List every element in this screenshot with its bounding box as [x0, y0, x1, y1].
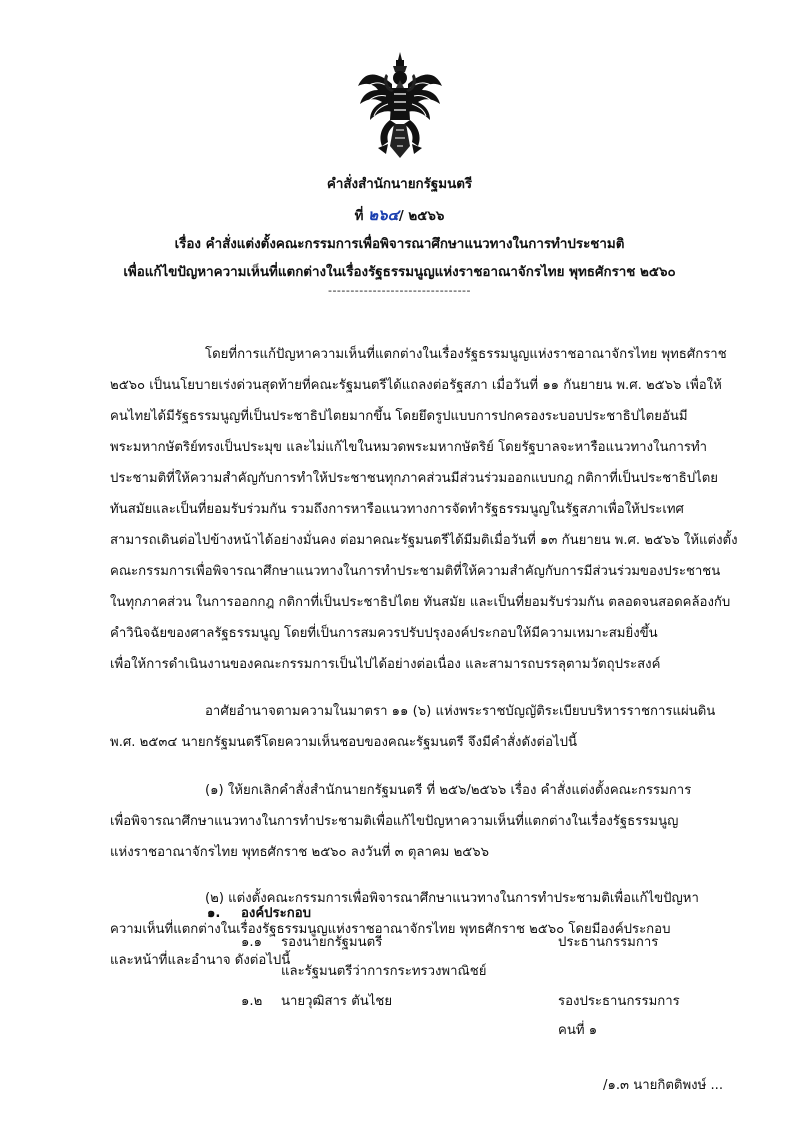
paragraph-1-line: พระมหากษัตริย์ทรงเป็นประมุข และไม่แก้ไขในหมวดพระมหากษัตริย์ โดยรัฐบาลจะหารือแนวทางในการทำ — [110, 440, 708, 455]
paragraph-4-line: และหน้าที่และอำนาจ ดังต่อไปนี้ — [110, 953, 291, 968]
paragraph-4-line: (๒) แต่งตั้งคณะกรรมการเพื่อพิจารณาศึกษาแนวทางในการทำประชามติเพื่อแก้ไขปัญหา — [205, 891, 699, 906]
subject-line-2: เพื่อแก้ไขปัญหาความเห็นที่แตกต่างในเรื่องรัฐธรรมนูญแห่งราชอาณาจักรไทย พุทธศักราช ๒๕๖๐ — [123, 265, 676, 280]
paragraph-4-line: ความเห็นที่แตกต่างในเรื่องรัฐธรรมนูญแห่งราชอาณาจักรไทย พุทธศักราช ๒๕๖๐ โดยมีองค์ประกอบ — [110, 922, 671, 937]
document-title: คำสั่งสำนักนายกรัฐมนตรี — [326, 177, 473, 192]
paragraph-1-line: ๒๕๖๐ เป็นนโยบายเร่งด่วนสุดท้ายที่คณะรัฐมนตรีได้แถลงต่อรัฐสภา เมื่อวันที่ ๑๑ กันยายน พ.ศ. ๒๕๖๖ เพื่อให้ — [110, 378, 722, 393]
header-divider: -------------------------------- — [327, 284, 471, 297]
paragraph-1-line: ในทุกภาคส่วน ในการออกกฎ กติกาที่เป็นประชาธิปไตย ทันสมัย และเป็นที่ยอมรับร่วมกัน ตลอดจนสอดคล้องกับ — [110, 595, 731, 610]
paragraph-3-line: (๑) ให้ยกเลิกคำสั่งสำนักนายกรัฐมนตรี ที่ ๒๕๖/๒๕๖๖ เรื่อง คำสั่งแต่งตั้งคณะกรรมการ — [205, 783, 692, 798]
composition-heading: องค์ประกอบ — [241, 906, 311, 921]
paragraph-1-line: สามารถเดินต่อไปข้างหน้าได้อย่างมั่นคง ต่อมาคณะรัฐมนตรีได้มีมติเมื่อวันที่ ๑๓ กันยายน พ.ศ. ๒๕๖๖ ให้แต่งตั้ง — [110, 533, 738, 548]
paragraph-1-line: โดยที่การแก้ปัญหาความเห็นที่แตกต่างในเรื่องรัฐธรรมนูญแห่งราชอาณาจักรไทย พุทธศักราช — [205, 347, 727, 362]
subject-line-1: เรื่อง คำสั่งแต่งตั้งคณะกรรมการเพื่อพิจารณาศึกษาแนวทางในการทำประชามติ — [174, 237, 625, 252]
order-number-prefix: ที่ — [354, 209, 369, 224]
order-number — [0, 203, 799, 227]
member-role: รองประธานกรรมการ — [558, 994, 680, 1009]
order-number-suffix: / ๒๕๖๖ — [398, 209, 445, 224]
composition-number: ๑. — [207, 906, 221, 921]
page-continuation: /๑.๓ นายกิตติพงษ์ ... — [603, 1078, 724, 1093]
member-role-continued: คนที่ ๑ — [558, 1023, 598, 1038]
paragraph-2-line: พ.ศ. ๒๕๓๔ นายกรัฐมนตรีโดยความเห็นชอบของคณะรัฐมนตรี จึงมีคำสั่งดังต่อไปนี้ — [110, 735, 578, 750]
paragraph-1-line: เพื่อให้การดำเนินงานของคณะกรรมการเป็นไปได้อย่างต่อเนื่อง และสามารถบรรลุตามวัตถุประสงค์ — [110, 657, 661, 672]
member-number: ๑.๑ — [241, 935, 262, 950]
paragraph-3-line: เพื่อพิจารณาศึกษาแนวทางในการทำประชามติเพื่อแก้ไขปัญหาความเห็นที่แตกต่างในเรื่องรัฐธรรมนูญ — [110, 814, 679, 829]
paragraph-2-line: อาศัยอำนาจตามความในมาตรา ๑๑ (๖) แห่งพระราชบัญญัติระเบียบบริหารราชการแผ่นดิน — [205, 704, 716, 719]
paragraph-1-line: คนไทยได้มีรัฐธรรมนูญที่เป็นประชาธิปไตยมากขึ้น โดยยึดรูปแบบการปกครองระบอบประชาธิปไตยอันมี — [110, 409, 688, 424]
member-name: รองนายกรัฐมนตรี — [281, 935, 383, 950]
paragraph-1-line: ทันสมัยและเป็นที่ยอมรับร่วมกัน รวมถึงการหารือแนวทางการจัดทำรัฐธรรมนูญในรัฐสภาเพื่อให้ประเทศ — [110, 502, 684, 517]
paragraph-1-line: คำวินิจฉัยของศาลรัฐธรรมนูญ โดยที่เป็นการสมควรปรับปรุงองค์ประกอบให้มีความเหมาะสมยิ่งขึ้น — [110, 626, 658, 641]
garuda-emblem-icon — [356, 50, 444, 162]
member-name-continued: และรัฐมนตรีว่าการกระทรวงพาณิชย์ — [281, 964, 487, 979]
member-role: ประธานกรรมการ — [558, 935, 659, 950]
order-number-handwritten: ๒๖๔ — [368, 206, 399, 224]
paragraph-1-line: คณะกรรมการเพื่อพิจารณาศึกษาแนวทางในการทำประชามติที่ให้ความสำคัญกับการมีส่วนร่วมของประชาชน — [110, 564, 721, 579]
paragraph-1-line: ประชามติที่ให้ความสำคัญกับการทำให้ประชาชนทุกภาคส่วนมีส่วนร่วมออกแบบกฎ กติกาที่เป็นประชาธิปไตย — [110, 471, 718, 486]
paragraph-3-line: แห่งราชอาณาจักรไทย พุทธศักราช ๒๕๖๐ ลงวันที่ ๓ ตุลาคม ๒๕๖๖ — [110, 845, 489, 860]
member-name: นายวุฒิสาร ตันไชย — [281, 994, 393, 1009]
member-number: ๑.๒ — [241, 994, 263, 1009]
